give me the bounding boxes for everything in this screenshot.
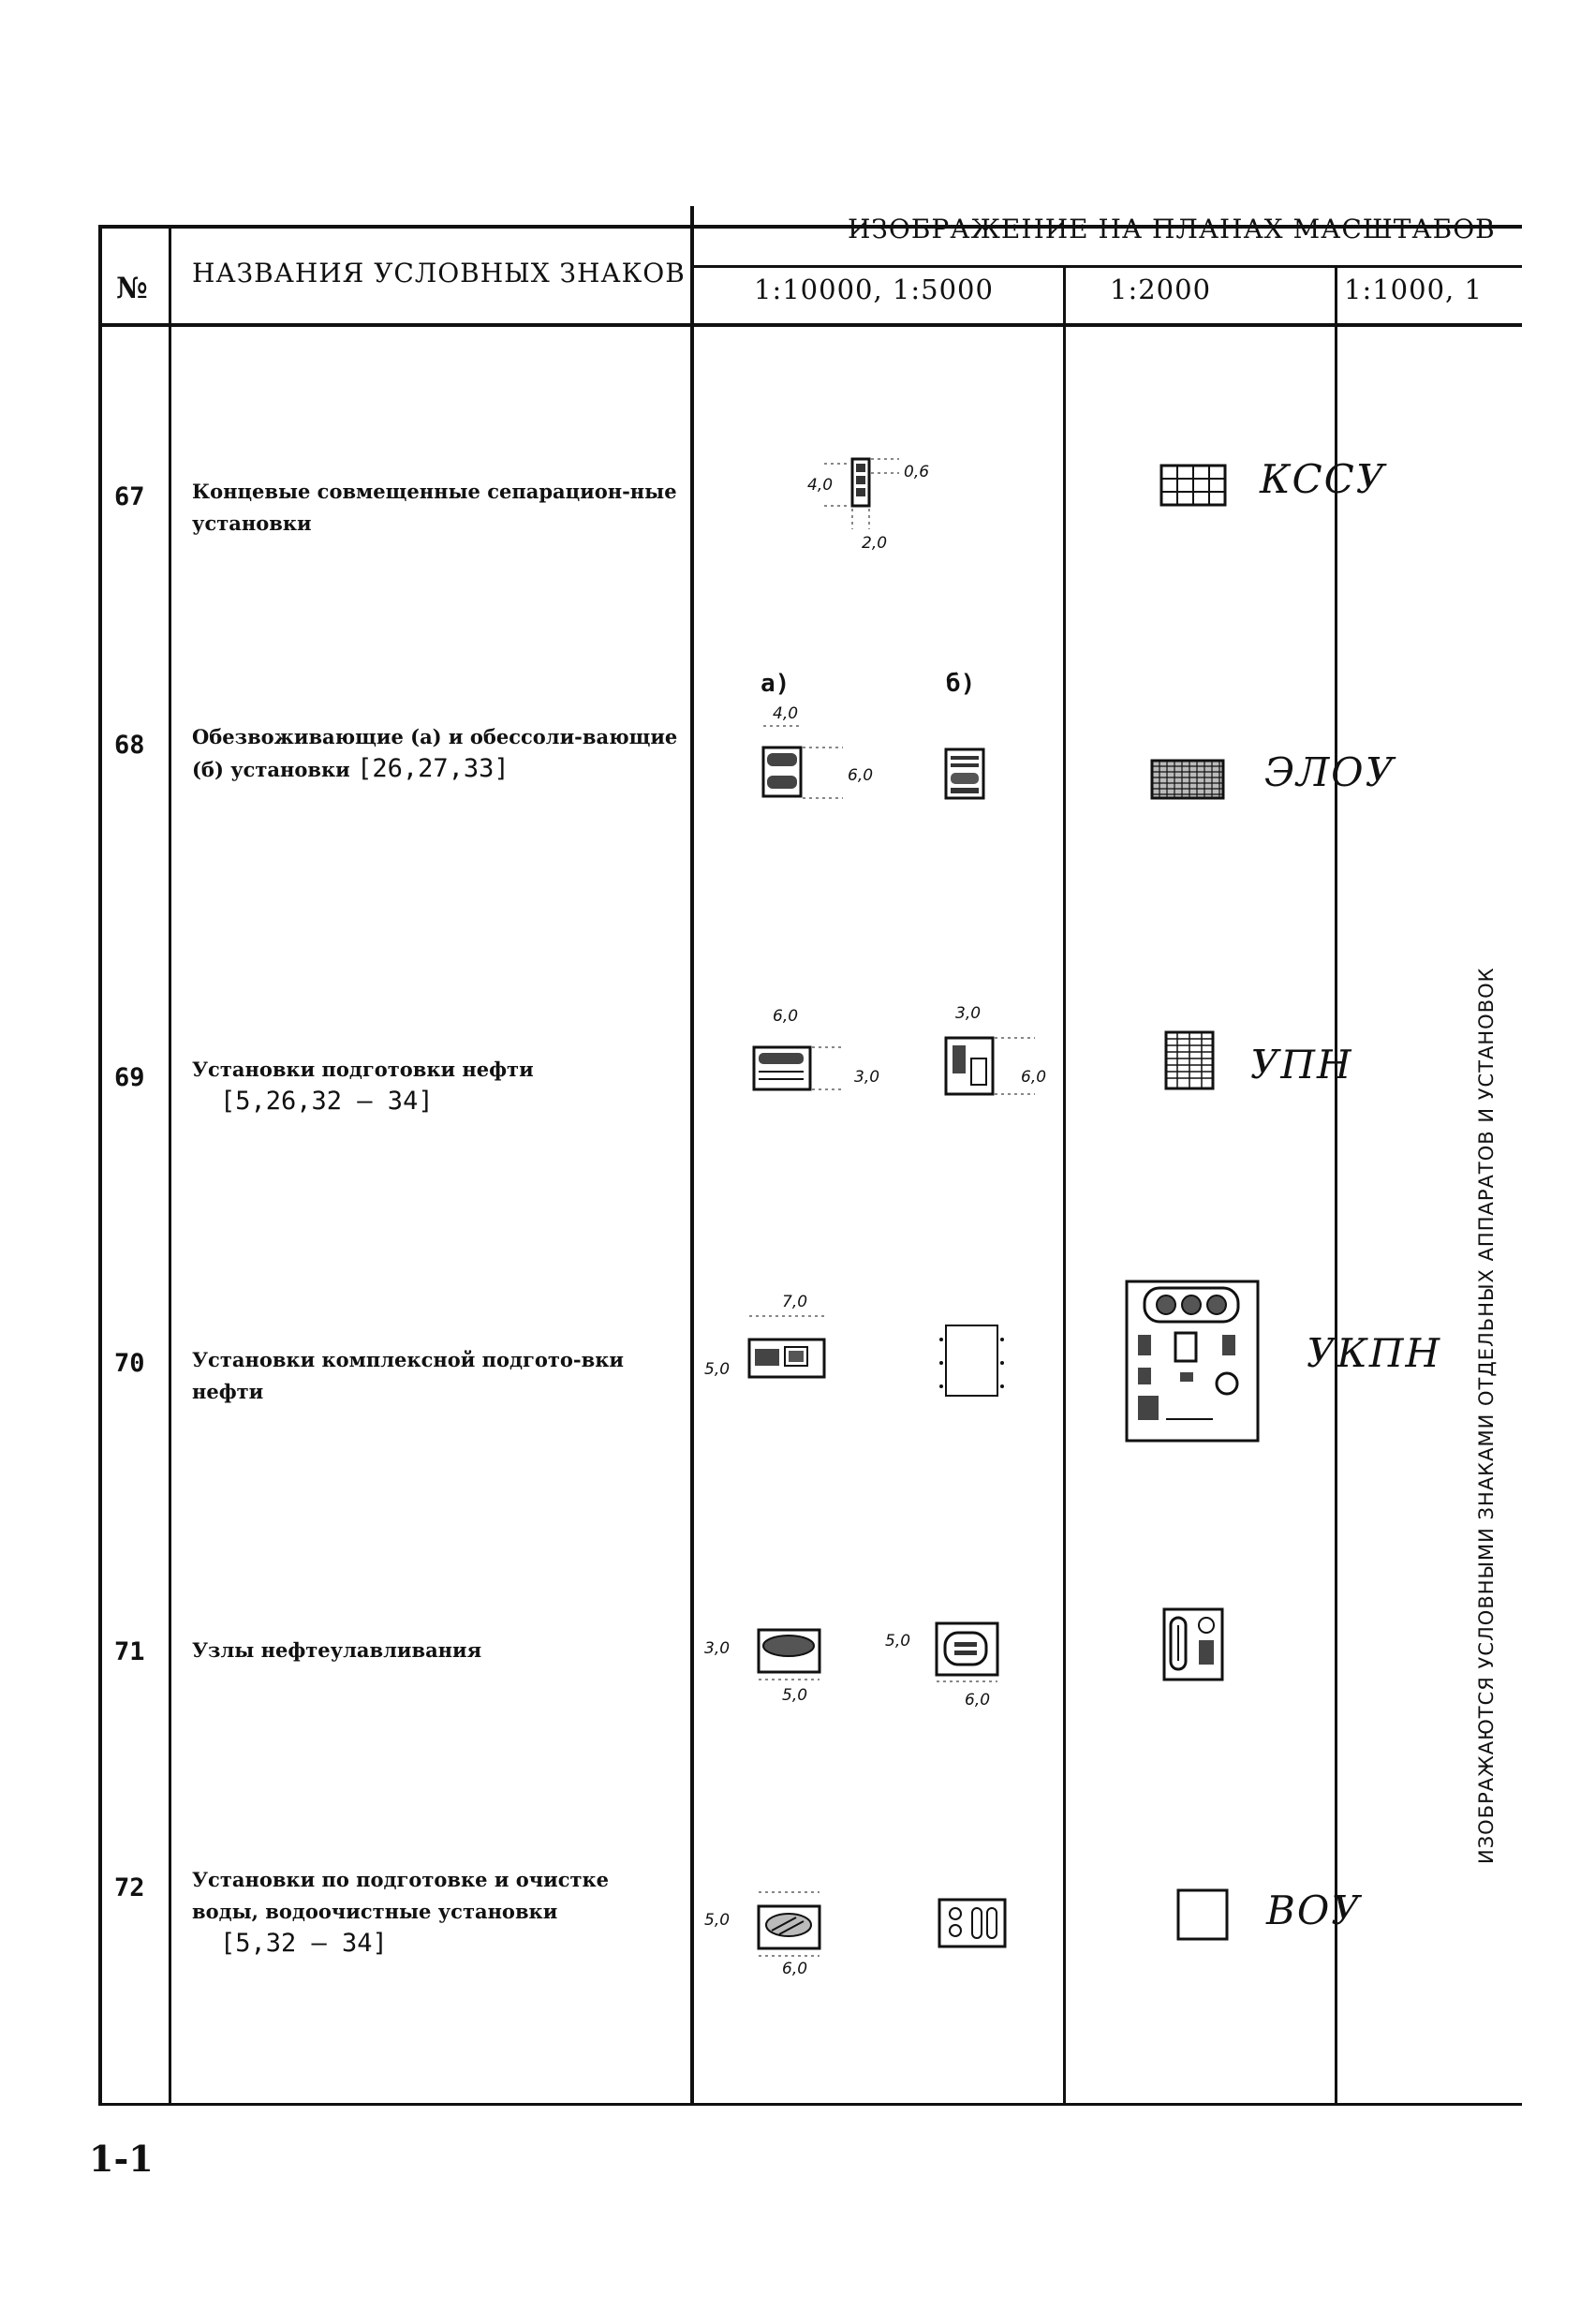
grid-symbol-67 bbox=[1159, 464, 1227, 507]
symbol-70-a bbox=[731, 1311, 843, 1386]
symbol-69-b bbox=[941, 1021, 1047, 1110]
dim-67-b: 0,6 bbox=[904, 463, 930, 481]
dim-69-a: 6,0 bbox=[773, 1007, 799, 1026]
symbol-68-a bbox=[754, 721, 857, 810]
dim-69-b: 3,0 bbox=[854, 1068, 880, 1087]
row-number-67: 67 bbox=[114, 482, 145, 511]
plan-symbol-70 bbox=[1124, 1279, 1264, 1447]
dim-71-c: 5,0 bbox=[885, 1632, 911, 1650]
side-vertical-note: ИЗОБРАЖАЮТСЯ УСЛОВНЫМИ ЗНАКАМИ ОТДЕЛЬНЫХ АППАРАТОВ И УСТАНОВОК bbox=[1475, 967, 1498, 1864]
header-images: ИЗОБРАЖЕНИЕ НА ПЛАНАХ МАСШТАБОВ bbox=[848, 214, 1496, 244]
row-number-70: 70 bbox=[114, 1349, 145, 1378]
dim-71-a: 3,0 bbox=[704, 1639, 731, 1658]
dim-68-a: 4,0 bbox=[773, 704, 799, 723]
dim-69-d: 6,0 bbox=[1021, 1068, 1047, 1087]
abbr-70: УКПН bbox=[1307, 1330, 1442, 1376]
scale2-col-divider bbox=[1335, 265, 1337, 2106]
dim-69-c: 3,0 bbox=[955, 1004, 982, 1023]
row-name-69 bbox=[192, 1054, 679, 1118]
row-number-68: 68 bbox=[114, 731, 145, 760]
row-name-68 bbox=[192, 721, 679, 786]
symbol-67-small bbox=[824, 454, 908, 539]
dim-70-a: 7,0 bbox=[782, 1293, 808, 1311]
row-name-text: Узлы нефтеулавливания bbox=[192, 1638, 482, 1662]
abbr-72: ВОУ bbox=[1266, 1887, 1362, 1933]
dim-67-a: 4,0 bbox=[807, 476, 834, 495]
header-bottom-rule bbox=[98, 323, 1522, 327]
plan-symbol-71 bbox=[1161, 1606, 1227, 1686]
symbol-69-a bbox=[749, 1030, 852, 1096]
abbr-67: КССУ bbox=[1260, 456, 1387, 502]
row-name-71 bbox=[192, 1635, 679, 1666]
row-name-text: Установки подготовки нефти bbox=[192, 1058, 534, 1081]
row-number-71: 71 bbox=[114, 1637, 145, 1666]
plan-symbol-72 bbox=[1175, 1887, 1232, 1944]
dim-68-b: 6,0 bbox=[848, 766, 874, 785]
header-scale-1: 1:10000, 1:5000 bbox=[754, 274, 994, 305]
header-names: НАЗВАНИЯ УСЛОВНЫХ ЗНАКОВ bbox=[192, 258, 686, 289]
row-name-text: Установки по подготовке и очистке воды, водоочистные установки bbox=[192, 1868, 610, 1923]
row-name-text: Обезвоживающие (а) и обессоли-вающие (б) установки bbox=[192, 725, 678, 781]
label-a-68: а) bbox=[761, 670, 790, 698]
grid-symbol-69 bbox=[1164, 1030, 1216, 1091]
symbol-70-b bbox=[937, 1321, 1012, 1405]
abbr-68: ЭЛОУ bbox=[1264, 749, 1396, 795]
row-name-70 bbox=[192, 1344, 679, 1408]
row-name-67 bbox=[192, 476, 679, 540]
name-col-divider bbox=[690, 206, 694, 2106]
page-number: 1-1 bbox=[89, 2138, 154, 2180]
row-reference: [5,26,32 – 34] bbox=[220, 1087, 434, 1116]
abbr-69: УПН bbox=[1250, 1042, 1353, 1088]
dim-71-d: 6,0 bbox=[965, 1691, 991, 1710]
row-name-text: Концевые совмещенные сепарацион-ные установки bbox=[192, 480, 677, 535]
dim-71-b: 5,0 bbox=[782, 1686, 808, 1705]
dim-67-c: 2,0 bbox=[862, 534, 888, 553]
header-scale-3: 1:1000, 1 bbox=[1344, 274, 1483, 305]
scale1-col-divider bbox=[1063, 265, 1066, 2106]
symbol-72-a bbox=[740, 1887, 834, 1962]
dim-70-b: 5,0 bbox=[704, 1360, 731, 1379]
symbol-71-a bbox=[740, 1616, 834, 1691]
grid-symbol-68 bbox=[1150, 759, 1225, 801]
label-b-68: б) bbox=[946, 670, 976, 698]
symbol-68-b bbox=[941, 745, 997, 806]
dim-72-b: 6,0 bbox=[782, 1960, 808, 1978]
row-name-72 bbox=[192, 1864, 679, 1961]
header-middle-rule bbox=[693, 265, 1522, 268]
row-name-text: Установки комплексной подгото-вки нефти bbox=[192, 1348, 624, 1403]
row-number-69: 69 bbox=[114, 1063, 145, 1092]
symbol-71-b bbox=[923, 1616, 1016, 1691]
dim-72-a: 5,0 bbox=[704, 1911, 731, 1930]
table-bottom-border bbox=[98, 2103, 1522, 2106]
row-number-72: 72 bbox=[114, 1873, 145, 1902]
num-col-divider bbox=[169, 225, 171, 2106]
row-reference: [5,32 – 34] bbox=[220, 1929, 388, 1958]
header-number: № bbox=[116, 272, 149, 305]
symbol-72-b bbox=[937, 1897, 1012, 1953]
row-reference: [26,27,33] bbox=[357, 754, 510, 783]
header-scale-2: 1:2000 bbox=[1110, 274, 1212, 305]
table-left-border bbox=[98, 225, 102, 2106]
